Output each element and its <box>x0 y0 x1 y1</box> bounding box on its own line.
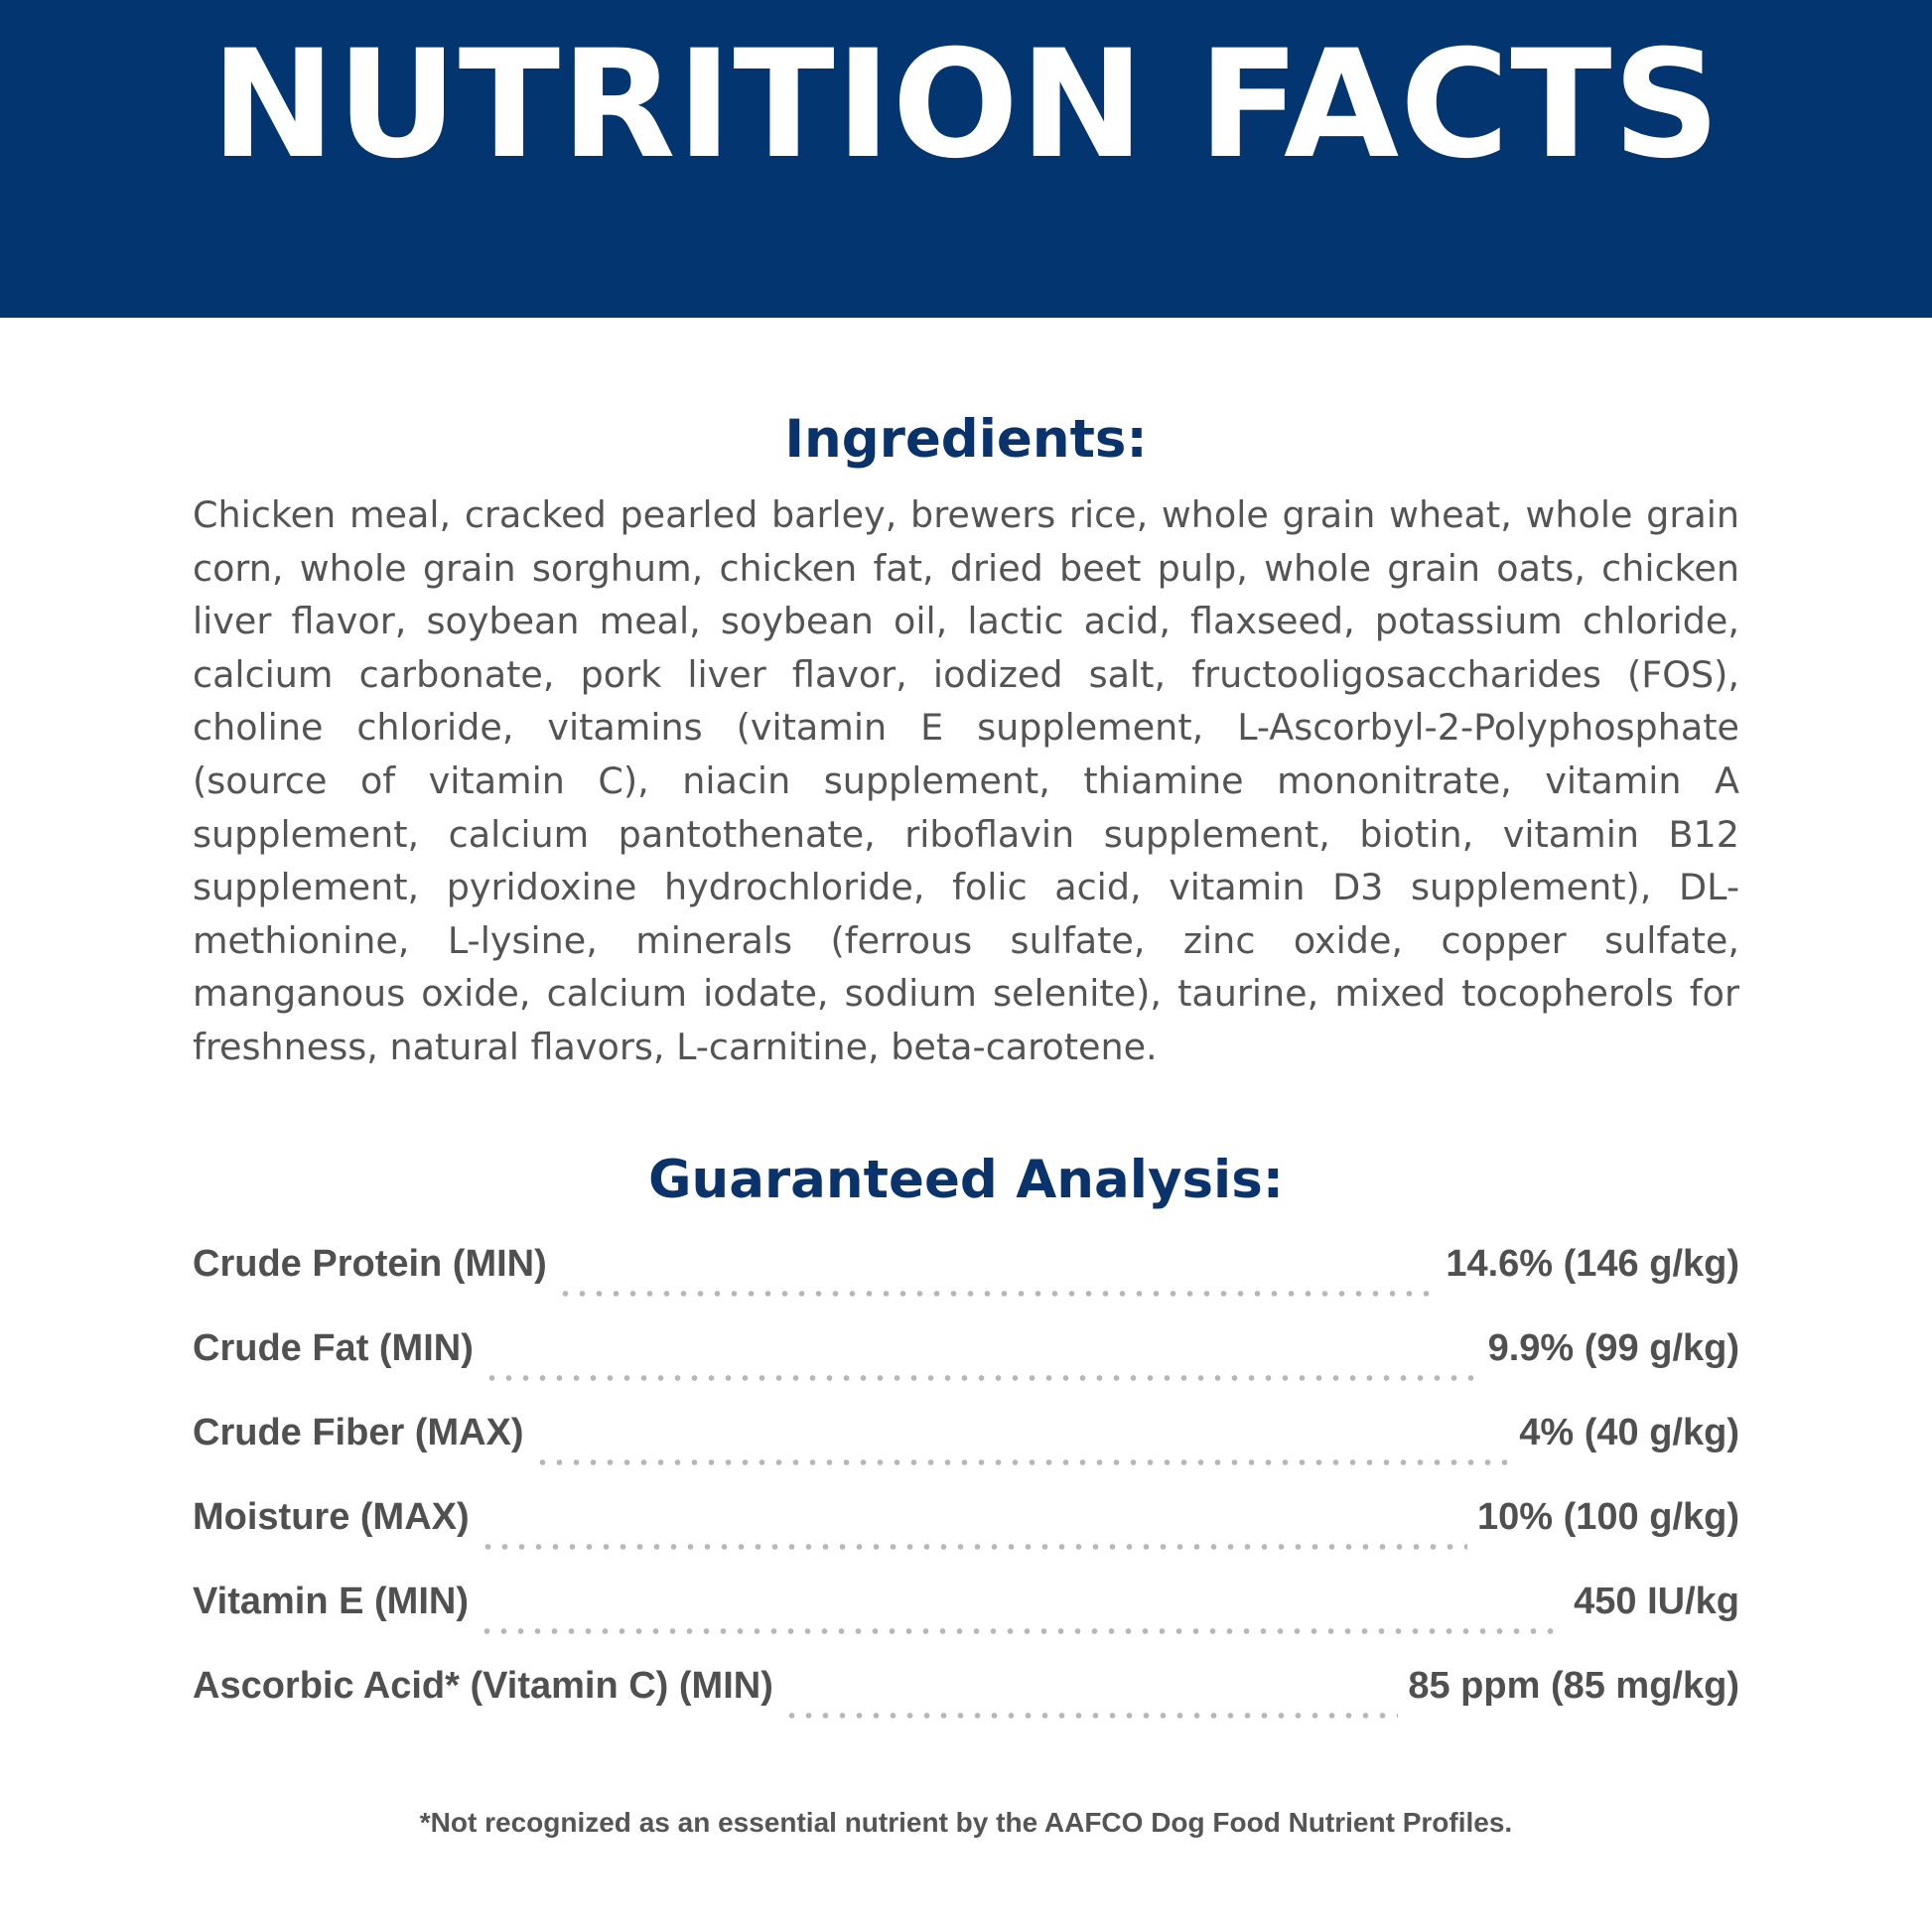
analysis-label: Moisture (MAX) <box>193 1496 470 1538</box>
page-title: NUTRITION FACTS <box>210 18 1722 192</box>
dot-leader <box>534 1459 1510 1465</box>
analysis-label: Crude Fiber (MAX) <box>193 1412 524 1453</box>
ingredients-list-text: Chicken meal, cracked pearled barley, brewers rice, whole grain wheat, whole grain corn, whole grain sorghum, chicken fat, dried beet pulp, whole grain oats, chicken liver flavor, soybean meal, soybean oil, lactic acid, flaxseed, potassium chloride, calcium carbonate, pork liver flavor, iodized salt, fructooligosaccharides (FOS), choline chloride, vitamins (vitamin E supplement, L-Ascorbyl-2-Polyphosphate (source of vitamin C), niacin supplement, thiamine mononitrate, vitamin A supplement, calcium pantothenate, riboflavin supplement, biotin, vitamin B12 supplement, pyridoxine hydrochloride, folic acid, vitamin D3 supplement), DL-methionine, L-lysine, minerals (ferrous sulfate, zinc oxide, copper sulfate, manganous oxide, calcium iodate, sodium selenite), taurine, mixed tocopherols for freshness, natural flavors, L-carnitine, beta-carotene. <box>193 493 1739 1068</box>
analysis-row-moisture <box>193 1496 1739 1581</box>
dot-leader <box>557 1291 1437 1297</box>
dot-leader <box>483 1375 1478 1381</box>
analysis-label: Vitamin E (MIN) <box>193 1581 469 1622</box>
analysis-row-ascorbic-acid <box>193 1665 1739 1749</box>
analysis-value: 450 IU/kg <box>1574 1581 1739 1622</box>
title-banner <box>0 0 1932 318</box>
dot-leader <box>480 1544 1467 1550</box>
ingredients-heading: Ingredients: <box>784 409 1148 470</box>
analysis-row-crude-fiber <box>193 1412 1739 1496</box>
analysis-table <box>193 1243 1739 1749</box>
analysis-value: 85 ppm (85 mg/kg) <box>1408 1665 1739 1707</box>
analysis-label: Ascorbic Acid* (Vitamin C) (MIN) <box>193 1665 773 1707</box>
analysis-label: Crude Protein (MIN) <box>193 1243 547 1285</box>
analysis-value: 10% (100 g/kg) <box>1477 1496 1739 1538</box>
analysis-value: 14.6% (146 g/kg) <box>1446 1243 1739 1285</box>
analysis-label: Crude Fat (MIN) <box>193 1327 474 1369</box>
aafco-footnote: *Not recognized as an essential nutrient by the AAFCO Dog Food Nutrient Profiles. <box>419 1807 1513 1838</box>
analysis-row-crude-protein <box>193 1243 1739 1327</box>
guaranteed-analysis-heading: Guaranteed Analysis: <box>648 1150 1284 1210</box>
analysis-value: 9.9% (99 g/kg) <box>1487 1327 1739 1369</box>
analysis-row-vitamin-e <box>193 1581 1739 1665</box>
analysis-row-crude-fat <box>193 1327 1739 1412</box>
dot-leader <box>783 1713 1399 1719</box>
analysis-value: 4% (40 g/kg) <box>1519 1412 1739 1453</box>
dot-leader <box>479 1628 1564 1634</box>
